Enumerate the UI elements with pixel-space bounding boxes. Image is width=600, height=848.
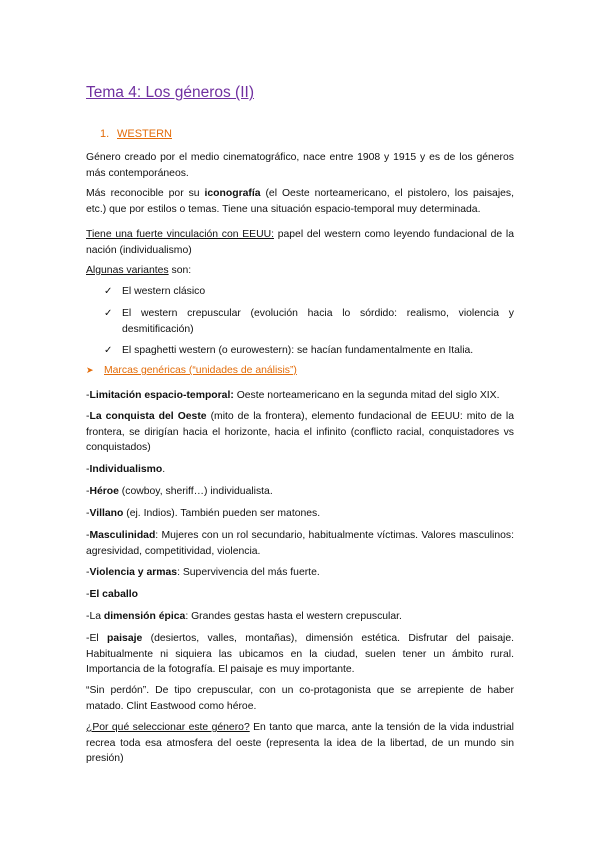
list-item: -Limitación espacio-temporal: Oeste norteamericano en la segunda mitad del siglo XIX.: [86, 390, 500, 401]
list-item: -La conquista del Oeste (mito de la frontera), elemento fundacional de EEUU: mito de la frontera, se dirigían hacia el horizonte, hacia el infinito (conflicto racial, conquistadores vs conquistados): [86, 411, 514, 453]
subsection-heading: ➤ Marcas genéricas (“unidades de análisis”): [86, 365, 297, 376]
underlined-phrase: ¿Por qué seleccionar este género?: [86, 722, 250, 733]
list-item: ✓ El spaghetti western (o eurowestern): se hacían fundamentalmente en Italia.: [104, 343, 514, 359]
underlined-phrase: Algunas variantes: [86, 265, 169, 276]
underlined-phrase: Tiene una fuerte vinculación con EEUU:: [86, 229, 274, 240]
checkmark-icon: ✓: [104, 308, 113, 319]
arrow-bullet-icon: ➤: [86, 365, 94, 375]
list-item: -Violencia y armas: Supervivencia del más fuerte.: [86, 567, 320, 578]
list-item: -El paisaje (desiertos, valles, montañas), dimensión estética. Disfrutar del paisaje. Habitualmente ni siquiera las ubicamos en la ciudad, suelen tener un ámbito rural. Importancia de la fotografía. El paisaje es muy importante.: [86, 633, 514, 675]
list-item: -Individualismo.: [86, 464, 166, 475]
paragraph-final: ¿Por qué seleccionar este género? En tanto que marca, ante la tensión de la vida industrial recrea toda esa atmosfera del oeste (representa la idea de la libertad, de un mundo sin presión): [86, 722, 514, 764]
checkmark-icon: ✓: [104, 286, 113, 297]
paragraph-iconography: Más reconocible por su iconografía (el Oeste norteamericano, el pistolero, los paisajes, etc.) que por estilos o temas. Tiene una situación espacio-temporal muy determinada.: [86, 188, 514, 215]
list-item: -Villano (ej. Indios). También pueden ser matones.: [86, 508, 321, 519]
bold-term: iconografía: [204, 188, 261, 199]
list-item: ✓ El western clásico: [104, 284, 514, 300]
list-item: ✓ El western crepuscular (evolución hacia lo sórdido: realismo, violencia y desmitificación): [104, 308, 514, 335]
checkmark-icon: ✓: [104, 345, 113, 356]
paragraph-variants-intro: Algunas variantes son:: [86, 265, 192, 276]
section-label: WESTERN: [117, 128, 172, 140]
paragraph-quote: “Sin perdón”. De tipo crepuscular, con un co-protagonista que se arrepiente de haber matado. Clint Eastwood como héroe.: [86, 685, 514, 712]
section-heading: [100, 128, 172, 140]
list-item: -El caballo: [86, 589, 138, 600]
section-number: 1.: [100, 128, 110, 140]
paragraph-intro: Género creado por el medio cinematográfico, nace entre 1908 y 1915 y es de los géneros más contemporáneos.: [86, 152, 514, 179]
paragraph-eeuu: Tiene una fuerte vinculación con EEUU: papel del western como leyendo fundacional de la nación (individualismo): [86, 229, 514, 256]
list-item: -Héroe (cowboy, sheriff…) individualista.: [86, 486, 273, 497]
page-title: Tema 4: Los géneros (II): [86, 84, 254, 101]
list-item: -Masculinidad: Mujeres con un rol secundario, habitualmente víctimas. Valores masculinos: agresividad, competitividad, violencia.: [86, 530, 514, 557]
list-item: -La dimensión épica: Grandes gestas hasta el western crepuscular.: [86, 611, 402, 622]
